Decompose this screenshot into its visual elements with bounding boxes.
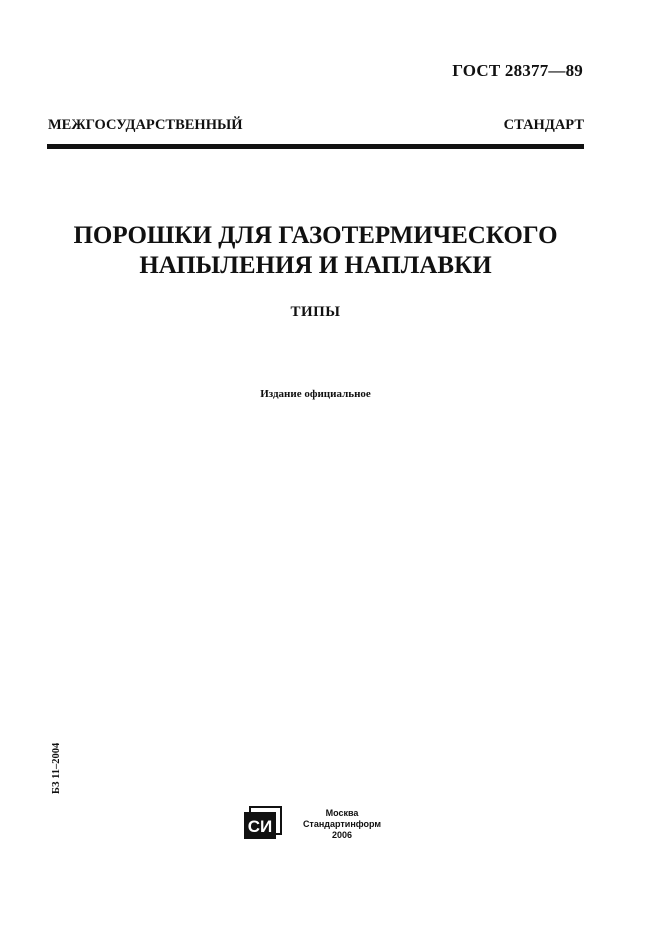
publisher-name: Стандартинформ <box>302 819 382 829</box>
publisher-city: Москва <box>325 808 359 818</box>
publisher-text <box>294 808 390 841</box>
publisher-logo-icon <box>244 806 282 840</box>
publisher-block <box>244 806 404 842</box>
heading-rule <box>47 144 584 149</box>
side-code: БЗ 11–2004 <box>51 742 62 794</box>
interstate-standard-heading: МЕЖГОСУДАРСТВЕННЫЙ СТАНДАРТ <box>48 117 584 133</box>
title-line-2: НАПЫЛЕНИЯ И НАПЛАВКИ <box>139 252 492 279</box>
publisher-year: 2006 <box>331 830 353 840</box>
publisher-logo-text: СИ <box>247 817 273 836</box>
edition-note: Издание официальное <box>260 388 371 400</box>
document-subtitle: ТИПЫ <box>290 304 341 320</box>
document-title <box>0 221 631 281</box>
gost-number: ГОСТ 28377—89 <box>452 61 583 80</box>
title-line-1: ПОРОШКИ ДЛЯ ГАЗОТЕРМИЧЕСКОГО <box>73 222 558 249</box>
